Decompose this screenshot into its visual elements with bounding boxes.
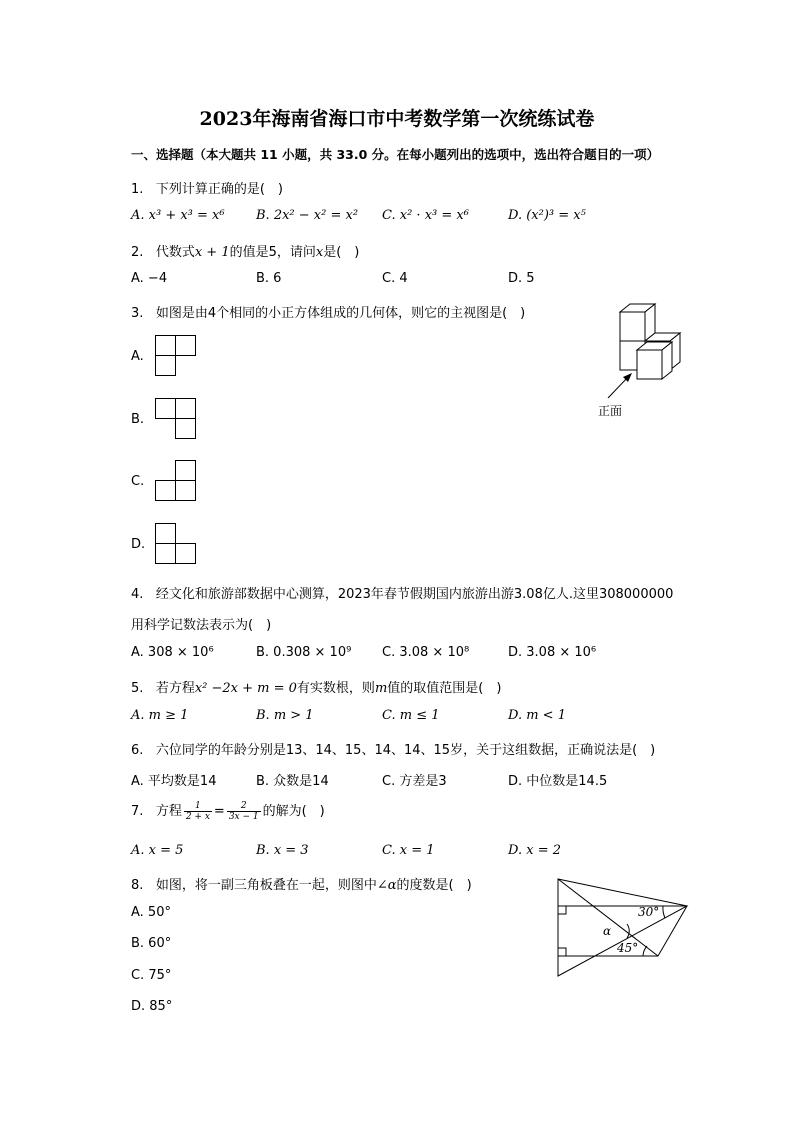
question-1 xyxy=(131,178,283,197)
question-stem-b: 的值是5，请问 xyxy=(229,245,316,260)
angle-45-label: 45° xyxy=(617,941,639,955)
option-d[interactable]: D. 5 xyxy=(508,271,535,286)
option-b-figure xyxy=(155,398,197,440)
option-d-figure xyxy=(155,523,197,565)
question-5 xyxy=(131,677,501,696)
question-stem-a: 如图，将一副三角板叠在一起，则图中 xyxy=(155,878,377,893)
question-stem: 六位同学的年龄分别是13、14、15、14、14、15岁，关于这组数据，正确说法是( ) xyxy=(155,743,656,758)
option-a[interactable]: A. xyxy=(131,349,144,364)
fraction-2-numerator: 2 xyxy=(227,801,261,812)
option-a[interactable]: A. −4 xyxy=(131,271,168,286)
option-d[interactable]: D. m < 1 xyxy=(508,708,566,723)
option-a[interactable]: A. x = 5 xyxy=(131,843,184,858)
question-stem-a: 若方程 xyxy=(155,681,195,696)
option-a[interactable]: A. x³ + x³ = x⁶ xyxy=(131,208,225,223)
figure-label-front: 正面 xyxy=(598,404,623,418)
question-4 xyxy=(131,583,673,602)
option-a[interactable]: A. 平均数是14 xyxy=(131,774,217,789)
question-math: ∠α xyxy=(376,878,397,893)
page-title: 2023年海南省海口市中考数学第一次统练试卷 xyxy=(199,108,595,130)
section-heading: 一、选择题（本大题共 11 小题，共 33.0 分。在每小题列出的选项中，选出符合题目的一项） xyxy=(131,147,660,162)
question-number: 6. xyxy=(131,743,144,758)
option-d[interactable]: D. (x²)³ = x⁵ xyxy=(508,208,586,223)
question-stem: 下列计算正确的是( ) xyxy=(155,182,283,197)
option-b[interactable]: B. x = 3 xyxy=(256,843,309,858)
fraction-1 xyxy=(184,801,212,822)
fraction-1-numerator: 1 xyxy=(184,801,212,812)
alpha-label: α xyxy=(603,924,612,938)
option-b[interactable]: B. xyxy=(131,412,145,427)
question-number: 2. xyxy=(131,245,144,260)
option-c[interactable]: C. m ≤ 1 xyxy=(382,708,440,723)
question-stem-b: 的度数是( ) xyxy=(396,878,472,893)
question-stem-d: 是( ) xyxy=(323,245,360,260)
option-b[interactable]: B. 6 xyxy=(256,271,282,286)
question-3 xyxy=(131,302,525,321)
question-number: 1. xyxy=(131,182,144,197)
question-stem-a: 代数式 xyxy=(155,245,195,260)
option-c[interactable]: C. 75° xyxy=(131,968,172,983)
question-4-line2: 用科学记数法表示为( ) xyxy=(131,618,272,633)
question-7 xyxy=(131,800,325,822)
option-c-figure xyxy=(155,460,197,502)
option-a[interactable]: A. m ≥ 1 xyxy=(131,708,189,723)
option-a-figure xyxy=(155,335,197,377)
option-d[interactable]: D. x = 2 xyxy=(508,843,561,858)
question-math-var: x xyxy=(315,245,324,260)
fraction-2 xyxy=(227,801,261,822)
question-number: 8. xyxy=(131,878,144,893)
option-b[interactable]: B. 众数是14 xyxy=(256,774,329,789)
option-a[interactable]: A. 308 × 10⁶ xyxy=(131,645,214,660)
question-math: x + 1 xyxy=(194,245,230,260)
option-c[interactable]: C. x = 1 xyxy=(382,843,435,858)
option-c[interactable]: C. 方差是3 xyxy=(382,774,447,789)
question-math: x² −2x + m = 0 xyxy=(194,681,297,696)
option-d[interactable]: D. xyxy=(131,537,146,552)
option-c[interactable]: C. 3.08 × 10⁸ xyxy=(382,645,470,660)
angle-30-label: 30° xyxy=(638,905,660,919)
option-c[interactable]: C. xyxy=(131,474,145,489)
option-b[interactable]: B. m > 1 xyxy=(256,708,314,723)
question-stem-b: 有实数根，则 xyxy=(296,681,375,696)
triangles-figure xyxy=(555,876,695,981)
option-c[interactable]: C. x² · x³ = x⁶ xyxy=(382,208,469,223)
question-number: 5. xyxy=(131,681,144,696)
option-b[interactable]: B. 0.308 × 10⁹ xyxy=(256,645,352,660)
question-6 xyxy=(131,739,655,758)
fraction-2-denominator: 3x − 1 xyxy=(228,812,259,822)
option-c[interactable]: C. 4 xyxy=(382,271,408,286)
question-stem: 经文化和旅游部数据中心测算，2023年春节假期国内旅游出游3.08亿人.这里308000000 xyxy=(155,587,674,602)
question-number: 3. xyxy=(131,306,144,321)
question-8 xyxy=(131,874,472,893)
question-number: 7. xyxy=(131,804,144,819)
option-a[interactable]: A. 50° xyxy=(131,905,171,920)
question-stem-d: 值的取值范围是( ) xyxy=(387,681,502,696)
equals-sign: = xyxy=(213,804,225,819)
question-stem-b: 的解为( ) xyxy=(262,804,325,819)
option-b[interactable]: B. 60° xyxy=(131,936,172,951)
question-stem: 如图是由4个相同的小正方体组成的几何体，则它的主视图是( ) xyxy=(155,306,526,321)
option-d[interactable]: D. 3.08 × 10⁶ xyxy=(508,645,597,660)
question-stem-a: 方程 xyxy=(155,804,182,819)
fraction-1-denominator: 2 + x xyxy=(185,812,210,822)
option-d[interactable]: D. 85° xyxy=(131,999,173,1014)
option-d[interactable]: D. 中位数是14.5 xyxy=(508,774,608,789)
option-b[interactable]: B. 2x² − x² = x² xyxy=(256,208,359,223)
question-2 xyxy=(131,241,359,260)
question-math-var: m xyxy=(374,681,388,696)
question-number: 4. xyxy=(131,587,144,602)
